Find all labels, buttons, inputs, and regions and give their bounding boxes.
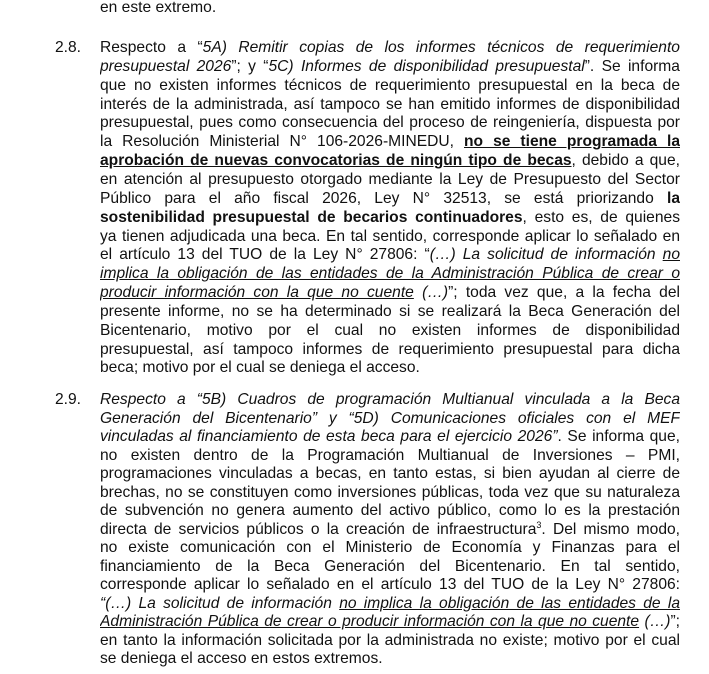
text-run: 5A) Remitir copias de los informes técnicos de requerimiento [202, 39, 680, 56]
text-run: implica la obligación de las entidades de la Administración Pública de crear o [100, 265, 680, 283]
paragraph-line [100, 359, 680, 377]
text-run: programaciones vinculadas a becas, en tanto estas, si bien ayudan al cierre de [100, 465, 680, 482]
paragraph-line [100, 209, 680, 227]
text-run: . Se informa que, [557, 428, 680, 445]
text-run: presente informe, no se ha determinado si se realizará la Beca Generación del [100, 302, 680, 320]
paragraph-line [100, 595, 680, 613]
paragraph-line [100, 58, 680, 76]
text-run: Respecto a “5B) Cuadros de programación Multianual vinculada a la Beca [100, 391, 680, 408]
text-run: Respecto a “ [100, 39, 203, 56]
text-run: Público para el año fiscal 2026, Ley N° 32513, se está priorizando [100, 189, 667, 207]
footnote-ref: 3 [536, 520, 542, 530]
text-run: que no existen informes técnicos de requerimiento presupuestal en la beca de [100, 76, 680, 94]
text-run: ”; y “ [231, 57, 269, 75]
text-run: no [662, 246, 680, 264]
paragraph-line [100, 539, 680, 557]
text-run: Bicentenario, motivo por el cual no existen informes de disponibilidad [100, 321, 680, 339]
text-run: no implica la obligación de las entidades de la [339, 594, 680, 612]
text-run: presupuestal, pues como consecuencia del proceso de reingeniería, dispuesta por [100, 114, 680, 132]
paragraph-line [100, 558, 680, 576]
paragraph-line [100, 96, 680, 114]
paragraph-line [100, 484, 680, 502]
paragraph-line [100, 228, 680, 246]
text-run: producir información con la que no cuente [100, 284, 414, 302]
text-run: Generación del Bicentenario” y “5D) Comunicaciones oficiales con el MEF [100, 409, 680, 427]
text-run: en atención al presupuesto otorgado mediante la Ley de Presupuesto del Sector [100, 170, 680, 188]
text-run: el artículo 13 del TUO de la Ley N° 27806: “ [100, 246, 430, 264]
paragraph-line [100, 447, 680, 465]
text-run: no existen dentro de la Programación Multianual de Inversiones – PMI, [100, 446, 680, 464]
text-run: ”. Se informa [584, 57, 680, 75]
text-run: “(…) La solicitud de información [100, 594, 340, 612]
text-run: brechas, no se constituyen como inversiones públicas, toda vez que su naturaleza [100, 483, 680, 501]
text-run: . Del mismo modo, [541, 520, 680, 538]
paragraph-line [100, 152, 680, 170]
text-run: presupuestal 2026 [100, 57, 232, 75]
top-fragment: en este extremo. [100, 0, 217, 16]
text-run: aprobación de nuevas convocatorias de ningún tipo de becas [100, 152, 572, 170]
paragraph-line [100, 391, 680, 409]
section-number: 2.9. [55, 391, 82, 408]
text-run: se deniega el acceso en estos extremos. [100, 650, 383, 667]
paragraph-line [100, 114, 680, 132]
text-run: la [666, 189, 680, 207]
text-run: corresponde aplicar lo señalado en el artículo 13 del TUO de la Ley N° 27806: [100, 576, 680, 593]
paragraph-line [100, 133, 680, 151]
text-run: interés de la administrada, así tampoco se han emitido informes de disponibilidad [100, 95, 680, 113]
text-run: , debido a que, [571, 152, 680, 170]
text-run: (…) [413, 284, 449, 302]
paragraph-line [100, 303, 680, 321]
text-run: Administración Pública de crear o producir información con la que no cuente [100, 613, 640, 630]
paragraph-line [100, 341, 680, 359]
text-run: de subvención no genera aumento del activo público, como lo es la prestación [100, 502, 680, 519]
paragraph-line [100, 521, 680, 539]
paragraph-line [100, 613, 680, 631]
text-run: directa de servicios públicos o la creación de infraestructura [100, 520, 537, 538]
paragraph-line [100, 576, 680, 594]
text-run: (…) La solicitud de información [429, 246, 663, 264]
text-run: ya tienen adjudicada una beca. En tal sentido, corresponde aplicar lo señalado en [100, 227, 680, 245]
paragraph-line [100, 39, 680, 57]
text-run: ”; [670, 613, 680, 630]
text-run: no existe comunicación con el Ministerio de Economía y Finanzas para el [100, 539, 680, 556]
paragraph-line [100, 190, 680, 208]
text-run: en tanto la información solicitada por la administrada no existe; motivo por el cual [100, 631, 680, 649]
paragraph-line [100, 650, 680, 668]
paragraph-line [100, 322, 680, 340]
paragraph-line [100, 265, 680, 283]
text-run: presupuestal, así tampoco informes de requerimiento presupuestal para dicha [100, 340, 680, 358]
paragraph-line [100, 632, 680, 650]
text-run: la Resolución Ministerial N° 106-2026-MINEDU, [100, 133, 464, 151]
text-run: financiamiento de la Beca Generación del Bicentenario. En tal sentido, [100, 557, 680, 575]
paragraph-line [100, 410, 680, 428]
text-run: (…) [639, 613, 671, 630]
text-run: beca; motivo por el cual se deniega el acceso. [100, 359, 420, 377]
text-run: 5C) Informes de disponibilidad presupuestal [268, 57, 585, 75]
section-number: 2.8. [55, 39, 82, 56]
paragraph-line [100, 77, 680, 95]
text-run: , esto es, de quienes [522, 208, 680, 226]
text-run: vinculadas al financiamiento de esta beca para el ejercicio 2026” [100, 428, 558, 445]
paragraph-line [100, 246, 680, 264]
text-run: ”; toda vez que, a la fecha del [448, 284, 680, 302]
paragraph-line [100, 171, 680, 189]
paragraph-line [100, 428, 680, 446]
text-run: sostenibilidad presupuestal de becarios continuadores [100, 208, 523, 226]
paragraph-line [100, 502, 680, 520]
paragraph-line [100, 465, 680, 483]
text-run: no se tiene programada la [464, 133, 680, 151]
paragraph-line [100, 284, 680, 302]
